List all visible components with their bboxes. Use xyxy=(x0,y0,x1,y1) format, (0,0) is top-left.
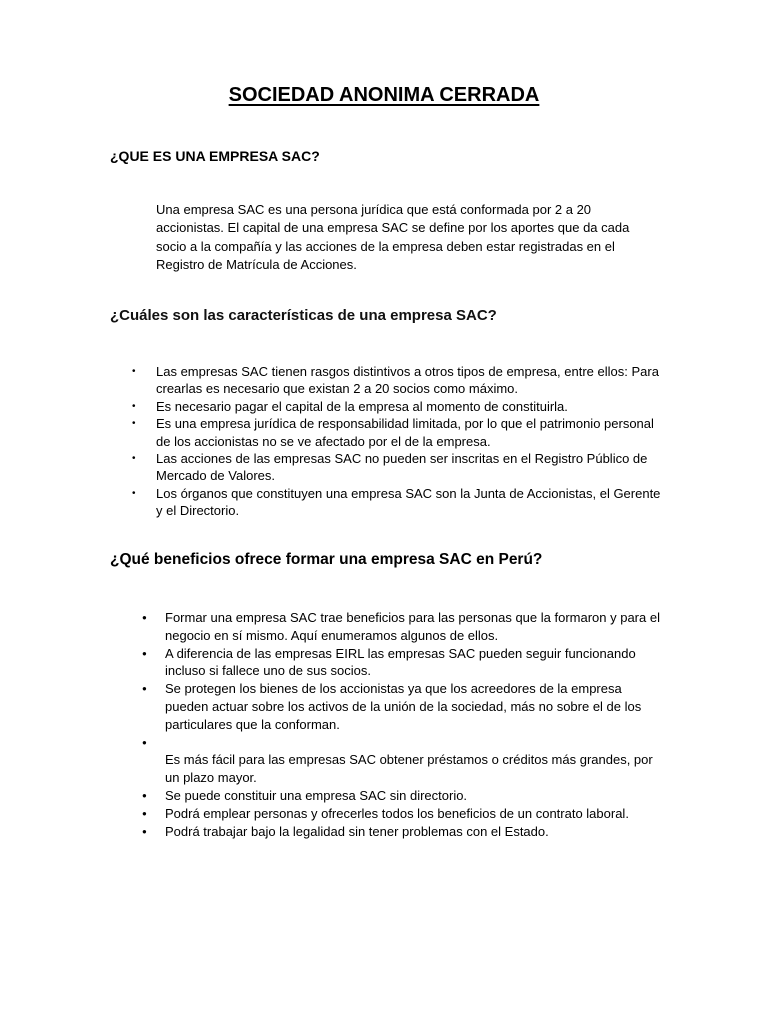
section-heading-beneficios: ¿Qué beneficios ofrece formar una empresa SAC en Perú? xyxy=(110,551,543,568)
list-item: • Los órganos que constituyen una empresa SAC son la Junta de Accionistas, el Gerente y el Directorio. xyxy=(128,485,668,520)
list-item: • Es necesario pagar el capital de la empresa al momento de constituirla. xyxy=(128,398,668,415)
list-item: ● A diferencia de las empresas EIRL las empresas SAC pueden seguir funcionando incluso si fallece uno de sus socios. xyxy=(140,645,660,681)
list-item: ● Se protegen los bienes de los accionistas ya que los acreedores de la empresa pueden actuar sobre los activos de la unión de la sociedad, más no sobre el de los particulares que la conforman. xyxy=(140,680,660,733)
document-title: SOCIEDAD ANONIMA CERRADA xyxy=(228,84,540,106)
list-item: ● Se puede constituir una empresa SAC sin directorio. xyxy=(140,787,660,805)
list-item: ● Podrá trabajar bajo la legalidad sin tener problemas con el Estado. xyxy=(140,823,660,841)
characteristics-list xyxy=(128,363,668,520)
list-item: ● Formar una empresa SAC trae beneficios para las personas que la formaron y para el negocio en sí mismo. Aquí enumeramos algunos de ellos. xyxy=(140,609,660,645)
list-item-continuation: Es más fácil para las empresas SAC obtener préstamos o créditos más grandes, por un plazo mayor. xyxy=(165,752,653,786)
section-heading-que-es: ¿QUE ES UNA EMPRESA SAC? xyxy=(110,148,320,164)
list-item-empty xyxy=(140,734,660,752)
section-paragraph-definition: Una empresa SAC es una persona jurídica que está conformada por 2 a 20 accionistas. El capital de una empresa SAC se define por los aportes que da cada socio a la compañía y las acciones de la empresa deben estar registradas en el Registro de Matrícula de Acciones. xyxy=(156,202,630,272)
section-heading-caracteristicas: ¿Cuáles son las características de una empresa SAC? xyxy=(110,307,497,324)
list-item: • Es una empresa jurídica de responsabilidad limitada, por lo que el patrimonio personal de los accionistas no se ve afectado por el de la empresa. xyxy=(128,415,668,450)
list-item: • Las empresas SAC tienen rasgos distintivos a otros tipos de empresa, entre ellos: Para crearlas es necesario que existan 2 a 20 socios como máximo. xyxy=(128,363,668,398)
benefits-list xyxy=(140,609,660,840)
list-item: • Las acciones de las empresas SAC no pueden ser inscritas en el Registro Público de Mercado de Valores. xyxy=(128,450,668,485)
list-item: ● Podrá emplear personas y ofrecerles todos los beneficios de un contrato laboral. xyxy=(140,805,660,823)
